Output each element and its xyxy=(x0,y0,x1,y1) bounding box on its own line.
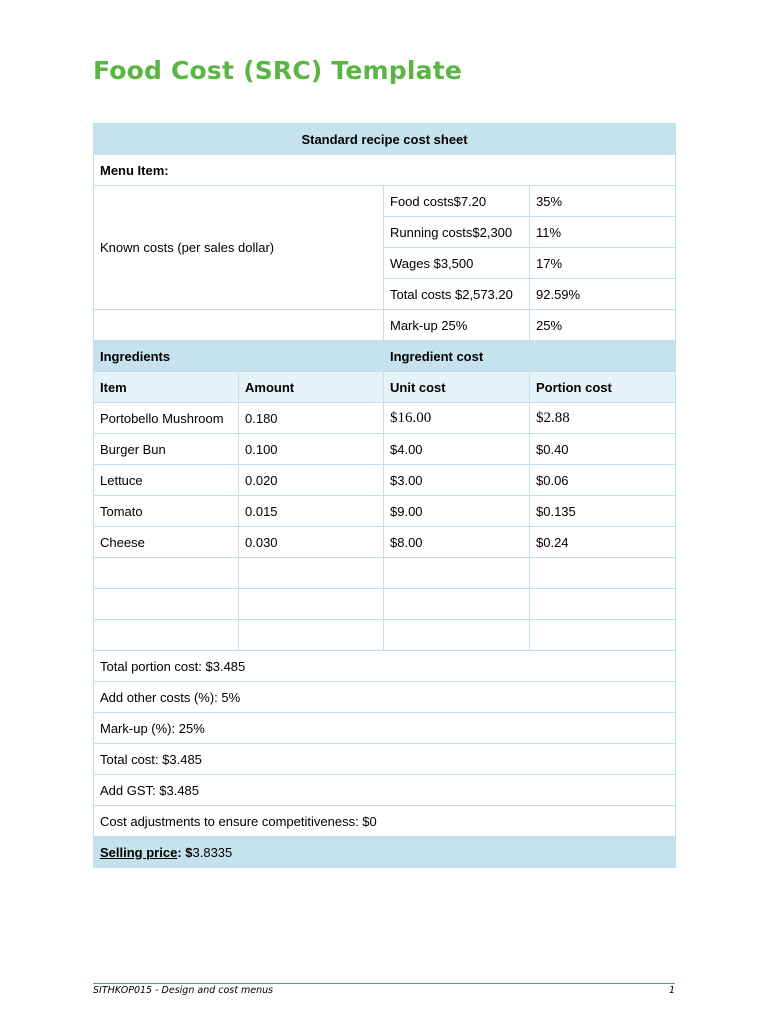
unit-cost-cell: $8.00 xyxy=(384,527,530,558)
section-ingredients: Ingredients xyxy=(94,341,384,372)
item-cell: Cheese xyxy=(94,527,239,558)
page-title: Food Cost (SRC) Template xyxy=(93,56,463,85)
table-row xyxy=(94,434,676,465)
empty-row xyxy=(94,558,676,589)
empty-cell xyxy=(530,589,676,620)
unit-cost-cell: $16.00 xyxy=(384,403,530,434)
summary-cost-adjustments: Cost adjustments to ensure competitiveness: $0 xyxy=(94,806,676,837)
amount-cell: 0.100 xyxy=(239,434,384,465)
empty-cell xyxy=(94,310,384,341)
amount-cell: 0.180 xyxy=(239,403,384,434)
amount-cell: 0.030 xyxy=(239,527,384,558)
empty-cell xyxy=(239,558,384,589)
known-cost-label: Total costs $2,573.20 xyxy=(384,279,530,310)
known-cost-label: Mark-up 25% xyxy=(384,310,530,341)
empty-cell xyxy=(384,558,530,589)
unit-cost-cell: $9.00 xyxy=(384,496,530,527)
portion-cost-cell: $0.40 xyxy=(530,434,676,465)
empty-cell xyxy=(94,589,239,620)
known-cost-label: Wages $3,500 xyxy=(384,248,530,279)
table-row xyxy=(94,527,676,558)
known-costs-label: Known costs (per sales dollar) xyxy=(94,186,384,310)
summary-total-cost: Total cost: $3.485 xyxy=(94,744,676,775)
portion-cost-cell: $2.88 xyxy=(530,403,676,434)
column-header-unit-cost: Unit cost xyxy=(384,372,530,403)
unit-cost-cell: $4.00 xyxy=(384,434,530,465)
table-row xyxy=(94,403,676,434)
footer-course-title: SITHKOP015 - Design and cost menus xyxy=(93,985,274,996)
summary-other-costs: Add other costs (%): 5% xyxy=(94,682,676,713)
column-header-amount: Amount xyxy=(239,372,384,403)
unit-cost-cell: $3.00 xyxy=(384,465,530,496)
selling-price-dollar: $ xyxy=(181,844,193,860)
amount-cell: 0.020 xyxy=(239,465,384,496)
empty-cell xyxy=(384,620,530,651)
sheet-heading: Standard recipe cost sheet xyxy=(94,124,676,155)
menu-item-label: Menu Item: xyxy=(94,155,676,186)
empty-cell xyxy=(94,558,239,589)
known-cost-value: 35% xyxy=(530,186,676,217)
table-row xyxy=(94,465,676,496)
footer-rule xyxy=(93,983,675,984)
amount-cell: 0.015 xyxy=(239,496,384,527)
summary-total-portion-cost: Total portion cost: $3.485 xyxy=(94,651,676,682)
selling-price-label: Selling price xyxy=(100,844,178,860)
empty-cell xyxy=(530,558,676,589)
selling-price-value: 3.8335 xyxy=(192,844,233,860)
column-header-item: Item xyxy=(94,372,239,403)
recipe-cost-table xyxy=(93,123,676,868)
summary-add-gst: Add GST: $3.485 xyxy=(94,775,676,806)
portion-cost-cell: $0.24 xyxy=(530,527,676,558)
footer-page-number: 1 xyxy=(668,985,675,996)
column-header-portion-cost: Portion cost xyxy=(530,372,676,403)
empty-cell xyxy=(239,620,384,651)
item-cell: Lettuce xyxy=(94,465,239,496)
table-row xyxy=(94,496,676,527)
section-ingredient-cost: Ingredient cost xyxy=(384,341,676,372)
empty-cell xyxy=(384,589,530,620)
empty-row xyxy=(94,620,676,651)
known-cost-value: 11% xyxy=(530,217,676,248)
portion-cost-cell: $0.135 xyxy=(530,496,676,527)
item-cell: Tomato xyxy=(94,496,239,527)
empty-row xyxy=(94,589,676,620)
item-cell: Burger Bun xyxy=(94,434,239,465)
empty-cell xyxy=(530,620,676,651)
empty-cell xyxy=(94,620,239,651)
summary-mark-up: Mark-up (%): 25% xyxy=(94,713,676,744)
known-cost-value: 92.59% xyxy=(530,279,676,310)
selling-price-row xyxy=(94,837,676,868)
known-cost-label: Running costs$2,300 xyxy=(384,217,530,248)
portion-cost-cell: $0.06 xyxy=(530,465,676,496)
selling-price-colon: : xyxy=(177,844,182,860)
known-cost-value: 25% xyxy=(530,310,676,341)
item-cell: Portobello Mushroom xyxy=(94,403,239,434)
known-cost-value: 17% xyxy=(530,248,676,279)
known-cost-label: Food costs$7.20 xyxy=(384,186,530,217)
empty-cell xyxy=(239,589,384,620)
